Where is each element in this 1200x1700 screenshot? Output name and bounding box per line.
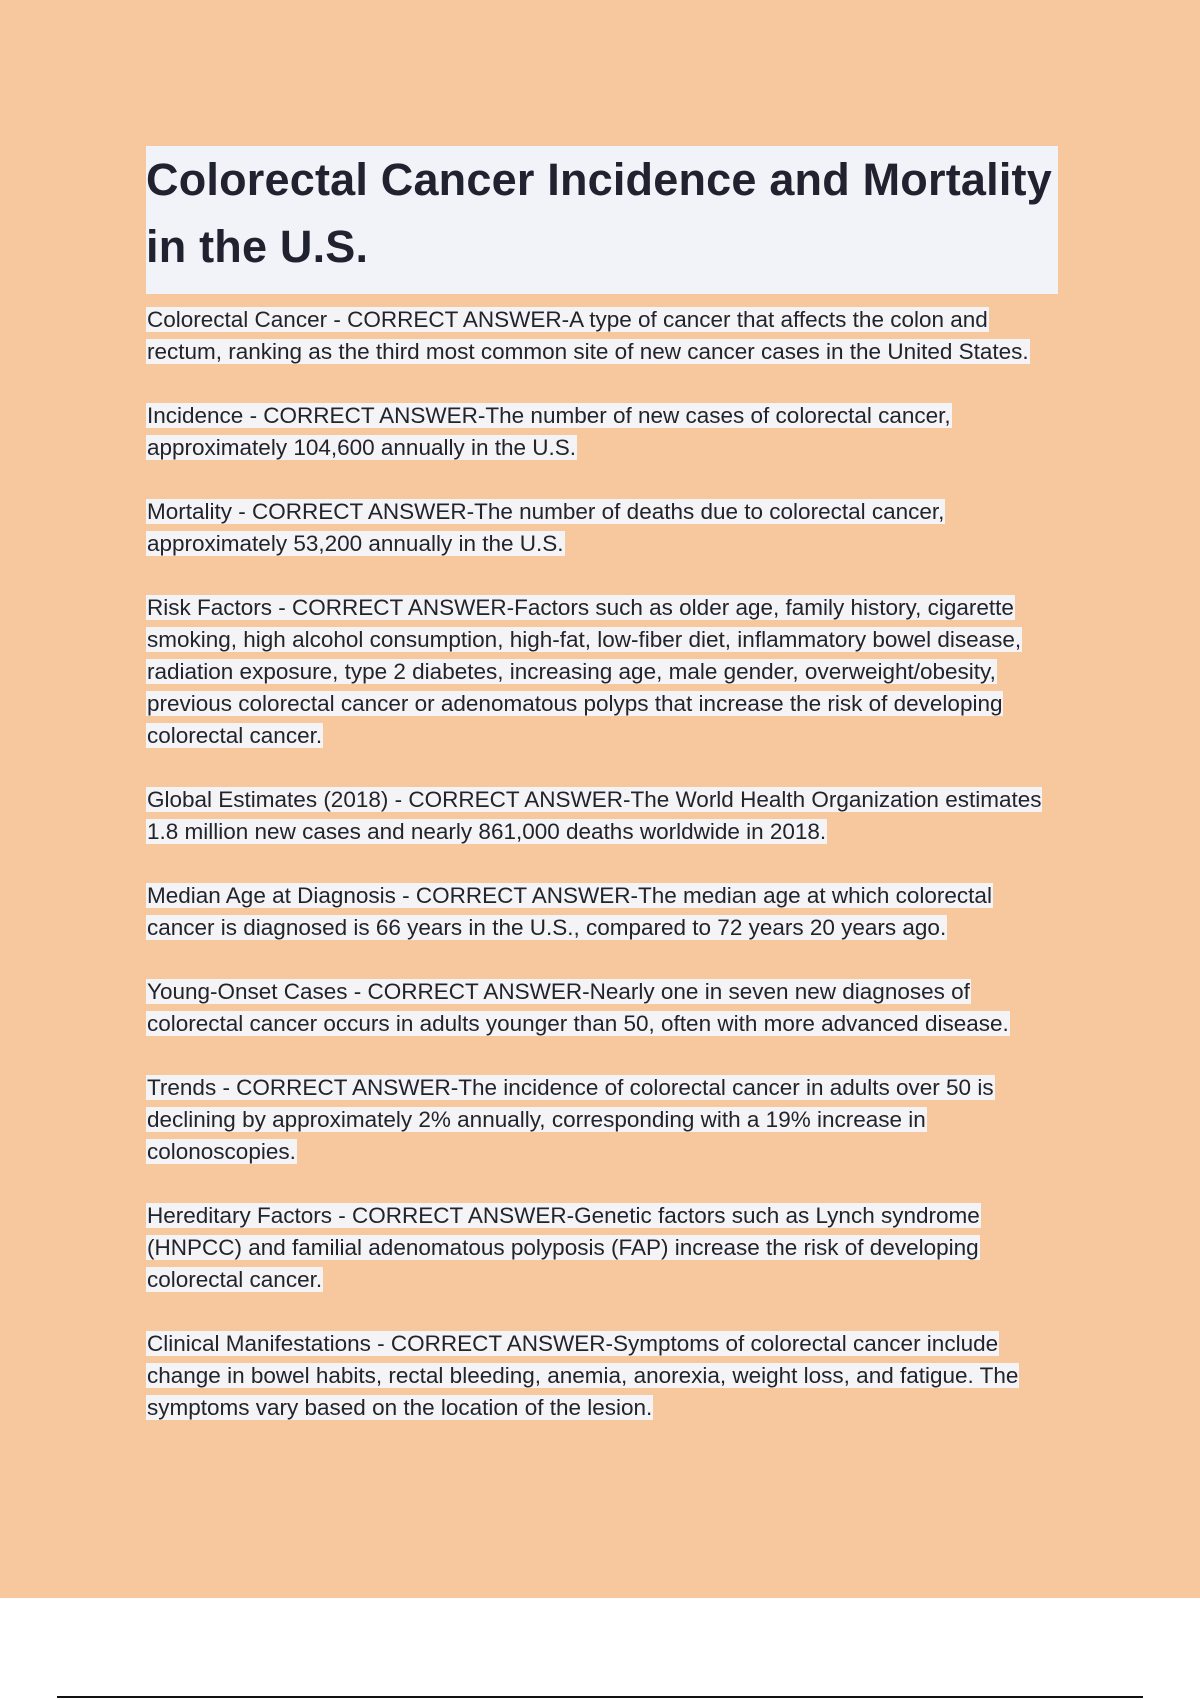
qa-item-hereditary-factors: [146, 1200, 1058, 1296]
qa-item-young-onset: [146, 976, 1058, 1040]
qa-text: Median Age at Diagnosis - CORRECT ANSWER-The median age at which colorectal cancer is diagnosed is 66 years in the U.S., compared to 72 years 20 years ago.: [147, 883, 992, 940]
qa-text: Risk Factors - CORRECT ANSWER-Factors such as older age, family history, cigarette smoking, high alcohol consumption, high-fat, low-fiber diet, inflammatory bowel disease, radiation exposure, type 2 diabetes, increasing age, male gender, overweight/obesity, previous colorectal cancer or adenomatous polyps that increase the risk of developing colorectal cancer.: [147, 595, 1022, 748]
qa-item-mortality: [146, 496, 1058, 560]
qa-text: Hereditary Factors - CORRECT ANSWER-Genetic factors such as Lynch syndrome (HNPCC) and familial adenomatous polyposis (FAP) increase the risk of developing colorectal cancer.: [147, 1203, 980, 1292]
qa-item-global-estimates: [146, 784, 1058, 848]
document-content: [146, 146, 1058, 1456]
qa-text: Clinical Manifestations - CORRECT ANSWER-Symptoms of colorectal cancer include change in bowel habits, rectal bleeding, anemia, anorexia, weight loss, and fatigue. The symptoms vary based on the location of the lesion.: [147, 1331, 1019, 1420]
qa-item-colorectal-cancer: [146, 304, 1058, 368]
qa-item-incidence: [146, 400, 1058, 464]
qa-text: Colorectal Cancer - CORRECT ANSWER-A type of cancer that affects the colon and rectum, ranking as the third most common site of new cancer cases in the United States.: [147, 307, 1029, 364]
qa-item-clinical-manifestations: [146, 1328, 1058, 1424]
qa-text: Mortality - CORRECT ANSWER-The number of deaths due to colorectal cancer, approximately 53,200 annually in the U.S.: [147, 499, 945, 556]
qa-text: Global Estimates (2018) - CORRECT ANSWER-The World Health Organization estimates 1.8 million new cases and nearly 861,000 deaths worldwide in 2018.: [147, 787, 1042, 844]
qa-item-risk-factors: [146, 592, 1058, 752]
qa-text: Young-Onset Cases - CORRECT ANSWER-Nearly one in seven new diagnoses of colorectal cancer occurs in adults younger than 50, often with more advanced disease.: [147, 979, 1009, 1036]
qa-text: Trends - CORRECT ANSWER-The incidence of colorectal cancer in adults over 50 is declining by approximately 2% annually, corresponding with a 19% increase in colonoscopies.: [147, 1075, 994, 1164]
page-title: Colorectal Cancer Incidence and Mortality in the U.S.: [146, 154, 1052, 272]
qa-item-trends: [146, 1072, 1058, 1168]
page-bottom-divider: [57, 1696, 1143, 1698]
qa-text: Incidence - CORRECT ANSWER-The number of new cases of colorectal cancer, approximately 104,600 annually in the U.S.: [147, 403, 951, 460]
title-block: [146, 146, 1058, 294]
qa-item-median-age: [146, 880, 1058, 944]
